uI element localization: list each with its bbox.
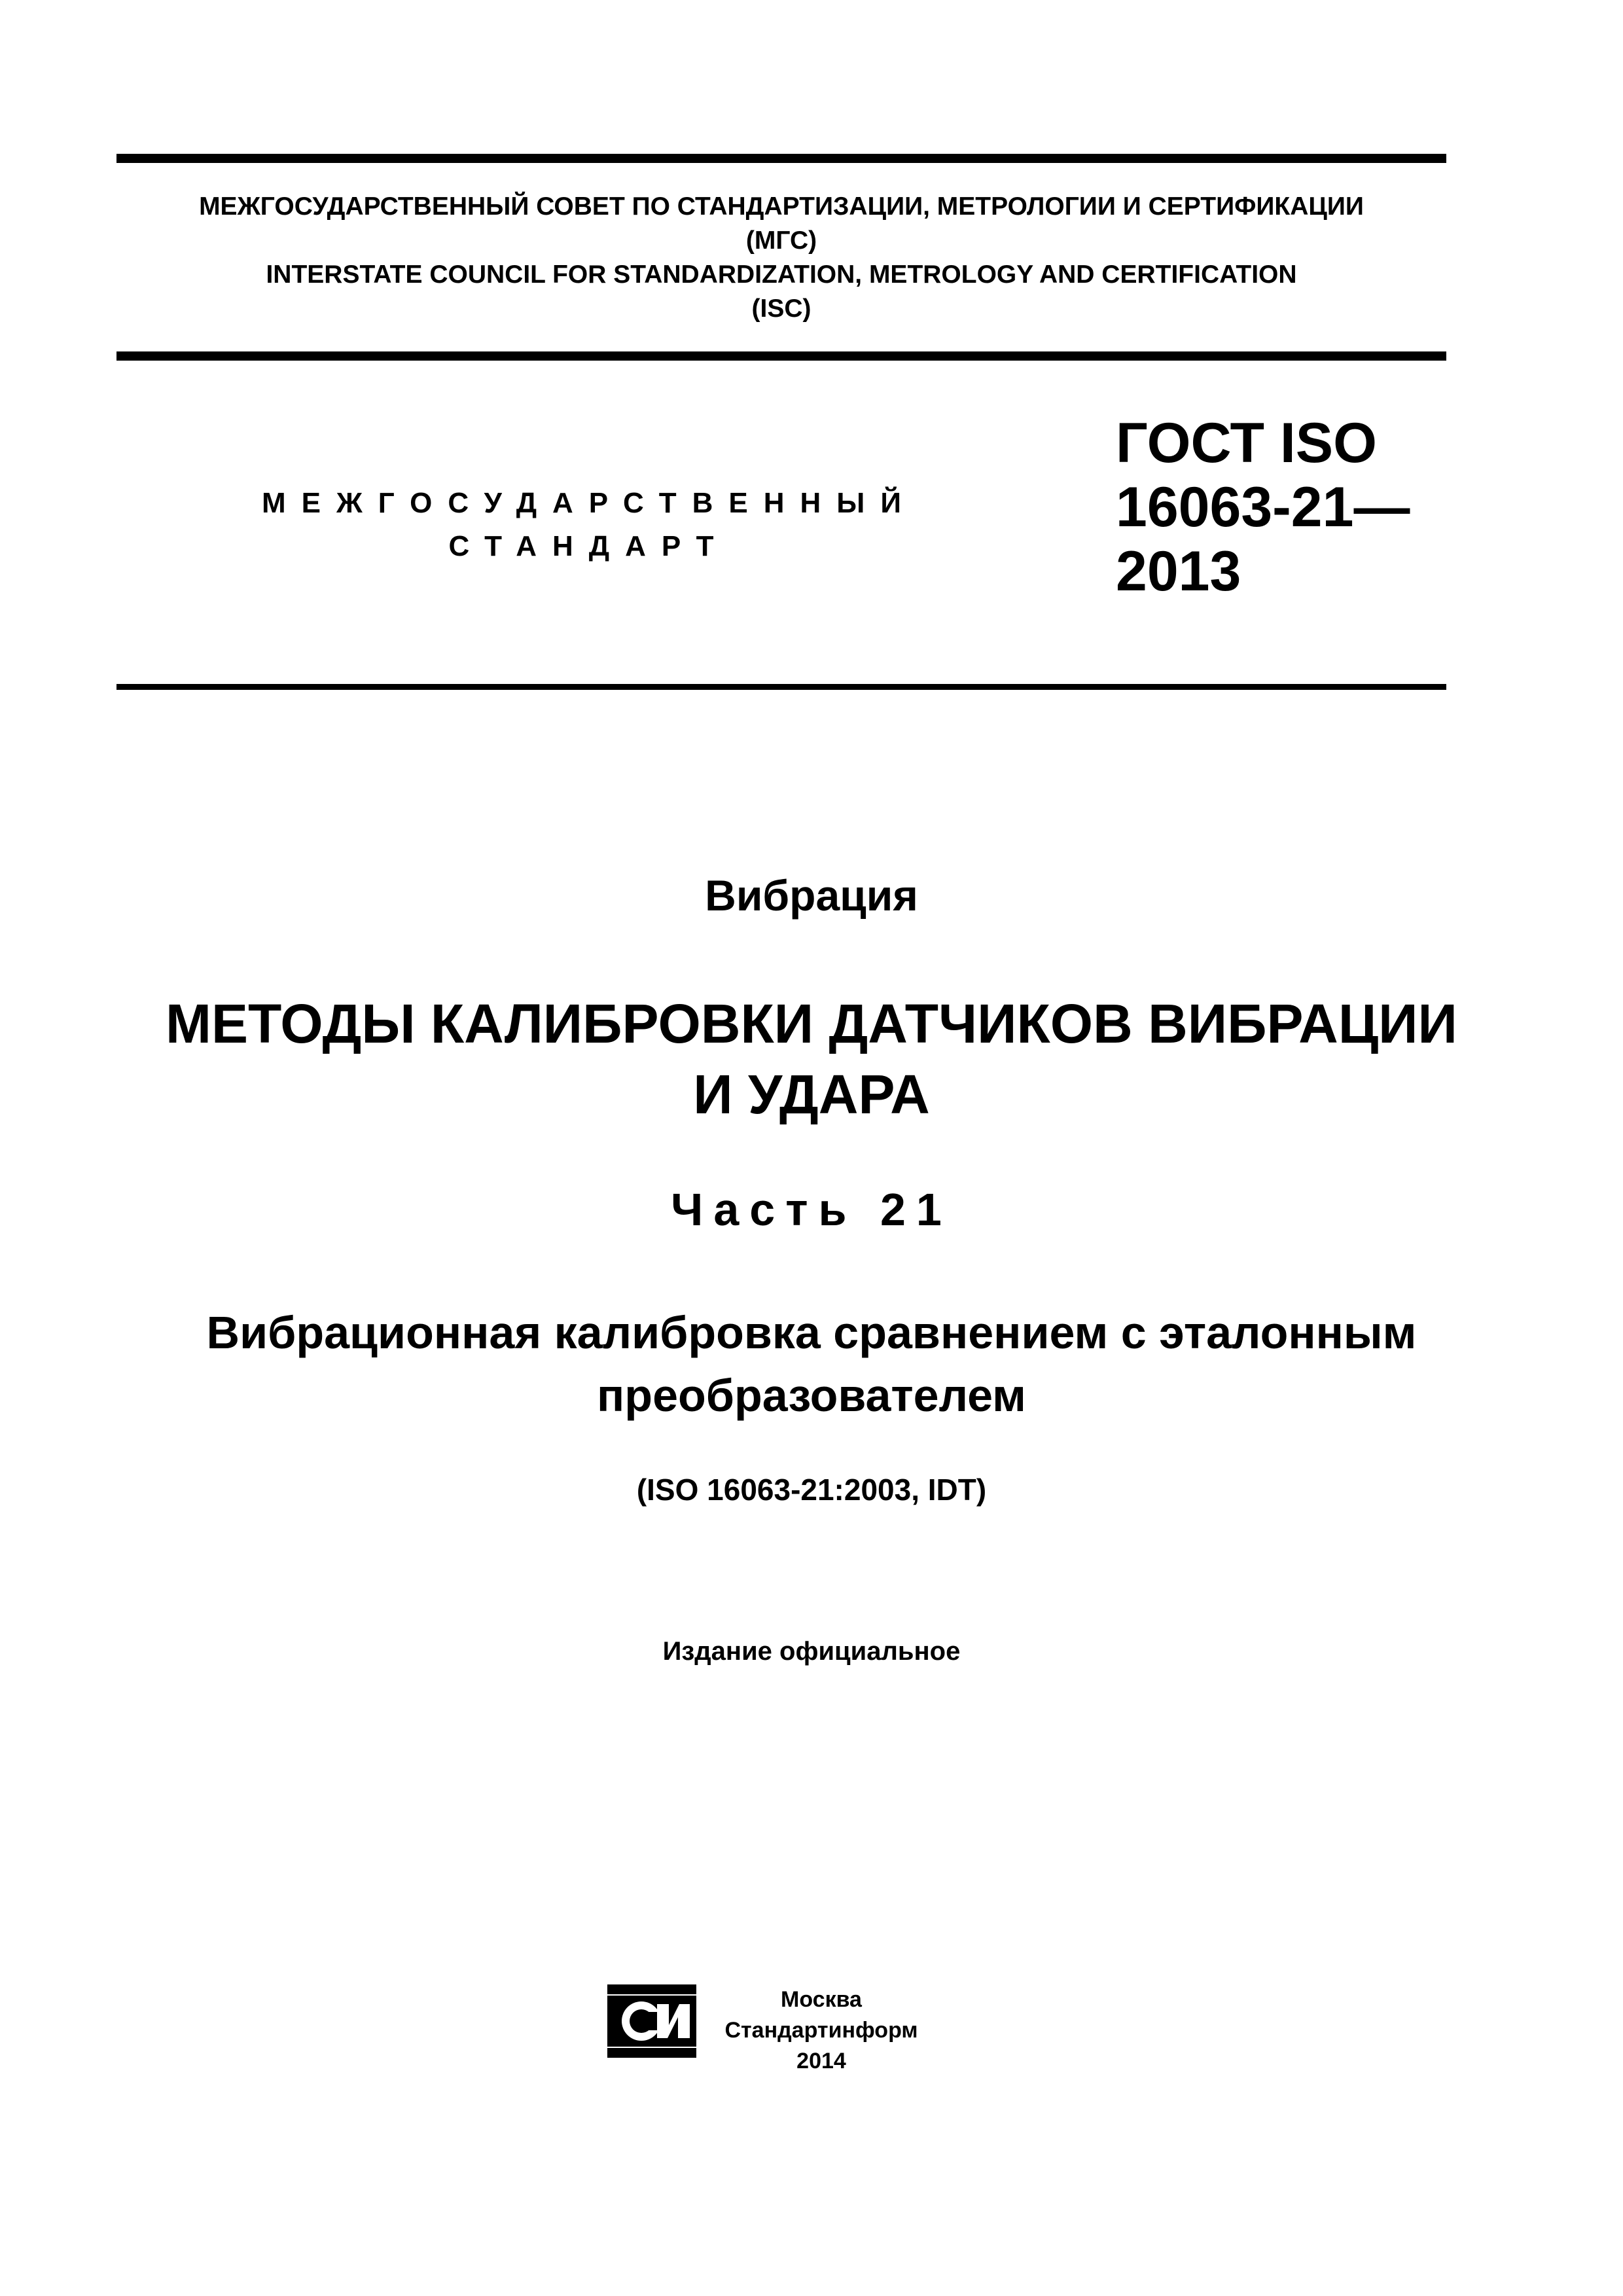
council-abbr-ru: (МГС) [745,226,817,255]
topic-title [79,869,1544,922]
part-number [79,1183,1544,1236]
council-name-en: INTERSTATE COUNCIL FOR STANDARDIZATION, METROLOGY AND CERTIFICATION [266,260,1297,289]
publisher-city: Москва [781,1987,862,2012]
designation-line2: 16063-21— [1116,476,1410,539]
main-title-line2: И УДАРА [693,1064,930,1125]
middle-rule [116,351,1446,361]
designation-line1: ГОСТ ISO [1116,412,1378,475]
council-abbr-en: (ISC) [751,295,812,323]
council-name-ru: МЕЖГОСУДАРСТВЕННЫЙ СОВЕТ ПО СТАНДАРТИЗАЦИИ, МЕТРОЛОГИИ И СЕРТИФИКАЦИИ [199,192,1364,221]
edition-note [79,1634,1544,1668]
publisher-block [707,1984,936,2077]
standartinform-logo-icon [607,1984,696,2058]
standard-kind-line1: МЕЖГОСУДАРСТВЕННЫЙ [262,487,917,519]
subtitle-line1: Вибрационная калибровка сравнением с эталонным [206,1307,1417,1358]
iso-reference-text: (ISO 16063-21:2003, IDT) [636,1473,987,1507]
standard-kind [262,482,916,568]
publisher-name: Стандартинформ [724,2018,918,2043]
standard-kind-line2: СТАНДАРТ [448,530,730,562]
main-title-line1: МЕТОДЫ КАЛИБРОВКИ ДАТЧИКОВ ВИБРАЦИИ [166,993,1457,1054]
standard-designation [1116,411,1410,603]
part-number-text: Часть 21 [671,1184,952,1235]
topic-title-text: Вибрация [705,871,918,920]
lower-rule [116,684,1446,690]
council-header [116,190,1446,326]
main-title [79,988,1544,1130]
iso-reference [79,1470,1544,1509]
publisher-year: 2014 [796,2049,846,2073]
part-subtitle [79,1301,1544,1427]
top-rule [116,154,1446,163]
edition-note-text: Издание официальное [662,1637,961,1666]
designation-line3: 2013 [1116,540,1241,603]
subtitle-line2: преобразователем [597,1370,1026,1421]
